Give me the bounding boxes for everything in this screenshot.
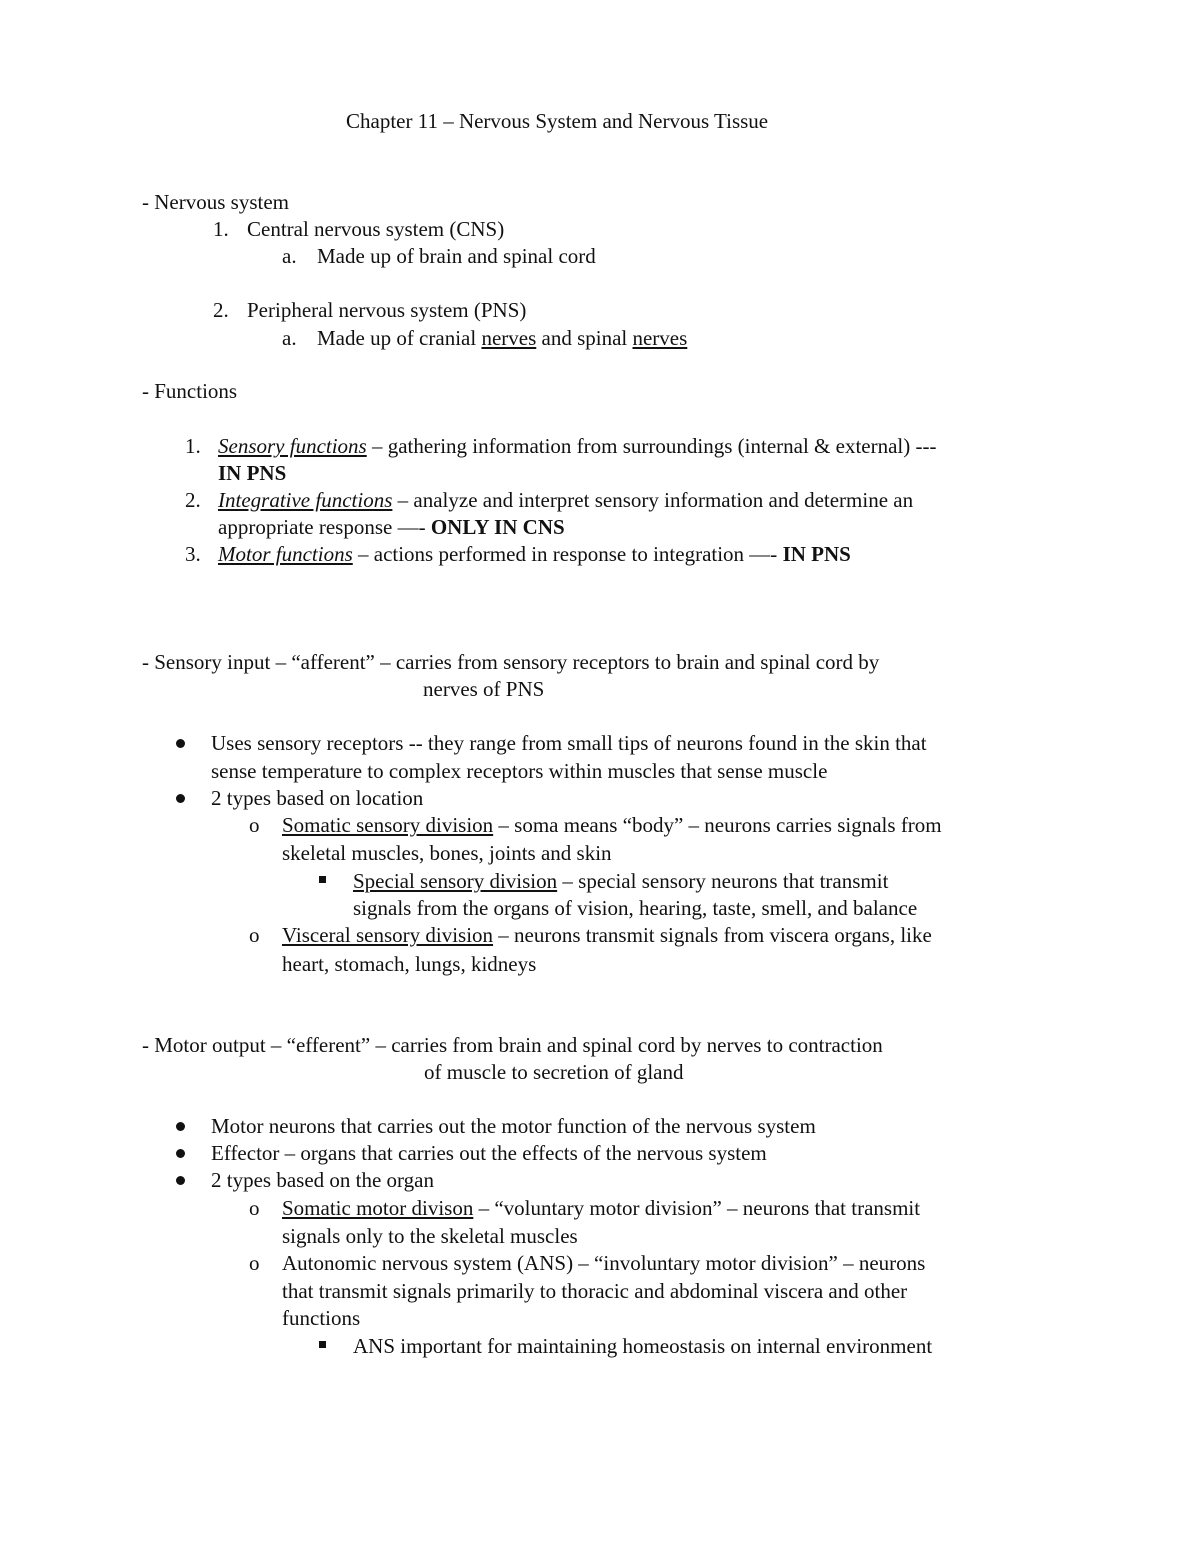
- bullet-text: Uses sensory receptors -- they range from small tips of neurons found in the skin that: [211, 731, 927, 755]
- list-letter: a.: [282, 326, 297, 350]
- nervous-system-heading: - Nervous system: [142, 190, 289, 214]
- integrative-functions-term: Integrative functions: [218, 488, 393, 512]
- somatic-sensory-line: Somatic sensory division – soma means “body” – neurons carries signals from: [282, 813, 942, 837]
- special-sensory-continuation: signals from the organs of vision, hearing, taste, smell, and balance: [353, 896, 918, 920]
- special-sensory-term: Special sensory division: [353, 869, 558, 893]
- somatic-sensory-continuation: skeletal muscles, bones, joints and skin: [282, 841, 612, 865]
- list-number: 2.: [185, 488, 201, 512]
- ans-note: ANS important for maintaining homeostasis on internal environment: [353, 1334, 933, 1358]
- circle-bullet-icon: o: [249, 813, 260, 837]
- somatic-motor-line: Somatic motor divison – “voluntary motor division” – neurons that transmit: [282, 1196, 921, 1220]
- sensory-functions-location: IN PNS: [218, 461, 287, 485]
- list-number: 2.: [213, 298, 229, 322]
- bullet-icon: [176, 794, 185, 803]
- motor-functions-line: Motor functions – actions performed in response to integration —- IN PNS: [218, 542, 851, 566]
- integrative-functions-continuation: appropriate response —- ONLY IN CNS: [218, 515, 565, 539]
- pns-item: Peripheral nervous system (PNS): [247, 298, 527, 322]
- square-bullet-icon: [319, 1341, 326, 1348]
- sensory-input-heading: - Sensory input – “afferent” – carries from sensory receptors to brain and spinal cord by: [142, 650, 880, 674]
- visceral-sensory-line: Visceral sensory division – neurons transmit signals from viscera organs, like: [282, 923, 932, 947]
- square-bullet-icon: [319, 876, 326, 883]
- list-number: 1.: [185, 434, 201, 458]
- bullet-icon: [176, 739, 185, 748]
- sensory-input-continuation: nerves of PNS: [423, 677, 545, 701]
- circle-bullet-icon: o: [249, 1196, 260, 1220]
- bullet-icon: [176, 1122, 185, 1131]
- integrative-functions-line: Integrative functions – analyze and interpret sensory information and determine an: [218, 488, 914, 512]
- list-letter: a.: [282, 244, 297, 268]
- list-number: 3.: [185, 542, 201, 566]
- sensory-functions-term: Sensory functions: [218, 434, 367, 458]
- special-sensory-line: Special sensory division – special sensory neurons that transmit: [353, 869, 889, 893]
- bullet-text: Effector – organs that carries out the effects of the nervous system: [211, 1141, 767, 1165]
- bullet-text: Motor neurons that carries out the motor function of the nervous system: [211, 1114, 816, 1138]
- somatic-sensory-term: Somatic sensory division: [282, 813, 494, 837]
- visceral-sensory-continuation: heart, stomach, lungs, kidneys: [282, 952, 537, 976]
- bullet-text: 2 types based on the organ: [211, 1168, 434, 1192]
- circle-bullet-icon: o: [249, 1251, 260, 1275]
- bullet-icon: [176, 1149, 185, 1158]
- cns-item: Central nervous system (CNS): [247, 217, 505, 241]
- somatic-motor-term: Somatic motor divison: [282, 1196, 474, 1220]
- autonomic-line: Autonomic nervous system (ANS) – “involuntary motor division” – neurons: [282, 1251, 926, 1275]
- autonomic-continuation: functions: [282, 1306, 361, 1330]
- motor-output-continuation: of muscle to secretion of gland: [424, 1060, 684, 1084]
- bullet-text: 2 types based on location: [211, 786, 424, 810]
- pns-subitem: Made up of cranial nerves and spinal nerves: [317, 326, 688, 350]
- sensory-functions-line: Sensory functions – gathering information from surroundings (internal & external) ---: [218, 434, 937, 458]
- bullet-icon: [176, 1176, 185, 1185]
- autonomic-continuation: that transmit signals primarily to thoracic and abdominal viscera and other: [282, 1279, 908, 1303]
- visceral-sensory-term: Visceral sensory division: [282, 923, 494, 947]
- nerves-term: nerves: [481, 326, 537, 350]
- list-number: 1.: [213, 217, 229, 241]
- bullet-text-continuation: sense temperature to complex receptors within muscles that sense muscle: [211, 759, 828, 783]
- somatic-motor-continuation: signals only to the skeletal muscles: [282, 1224, 578, 1248]
- functions-heading: - Functions: [142, 379, 238, 403]
- page-title: Chapter 11 – Nervous System and Nervous Tissue: [346, 109, 769, 133]
- motor-functions-term: Motor functions: [218, 542, 353, 566]
- nerves-term: nerves: [632, 326, 688, 350]
- cns-subitem: Made up of brain and spinal cord: [317, 244, 596, 268]
- motor-output-heading: - Motor output – “efferent” – carries from brain and spinal cord by nerves to contraction: [142, 1033, 883, 1057]
- circle-bullet-icon: o: [249, 923, 260, 947]
